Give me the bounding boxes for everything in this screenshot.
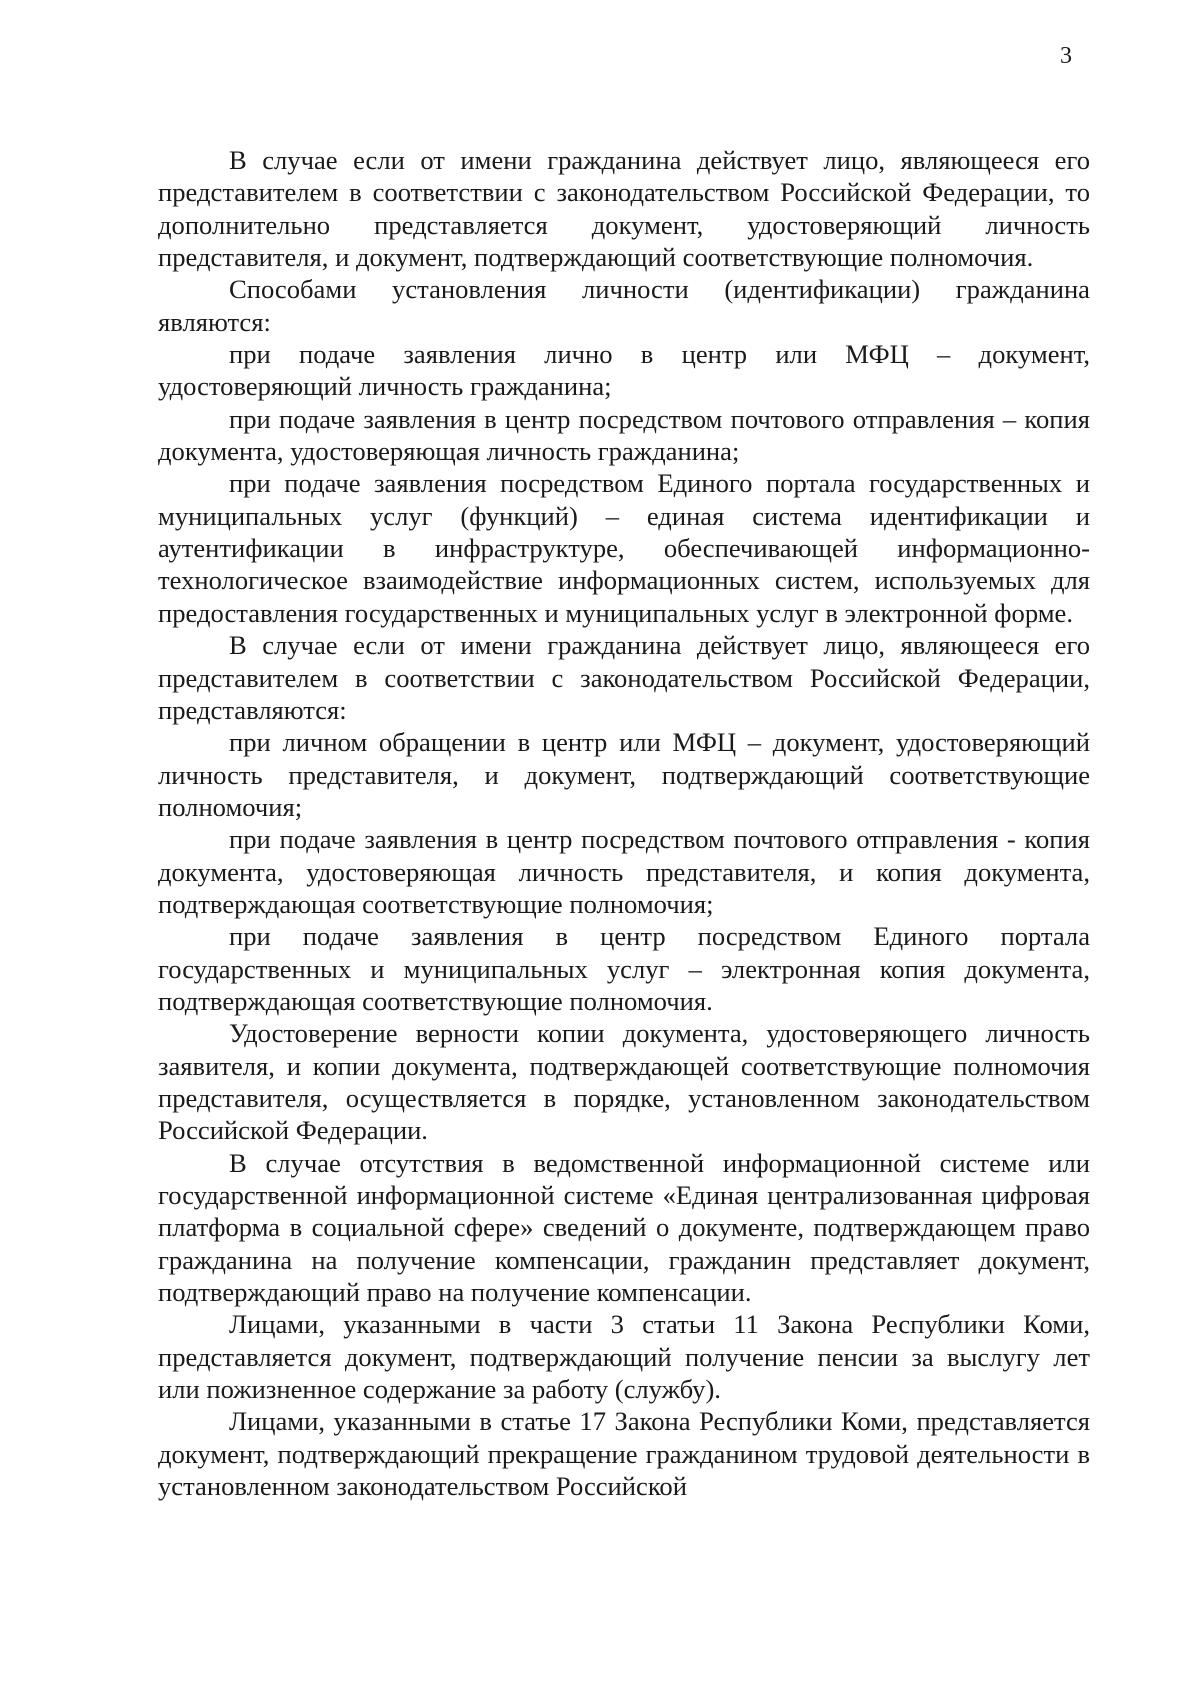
paragraph-representative-in-person: при личном обращении в центр или МФЦ – документ, удостоверяющий личность представителя, и документ, подтверждающий соответствующие полномочия; bbox=[158, 727, 1090, 822]
paragraph-representative-documents: В случае если от имени гражданина действует лицо, являющееся его представителем в соответствии с законодательством Российской Федерации, то дополнительно представляется документ, удостоверяющий личность представителя, и документ, подтверждающий соответствующие полномочия. bbox=[158, 145, 1090, 273]
paragraph-portal-submission: при подаче заявления посредством Единого портала государственных и муниципальных услуг (функций) – единая система идентификации и аутентификации в инфраструктуре, обеспечивающей информационно-технологическое взаимодействие информационных систем, используемых для предоставления государственных и муниципальных услуг в электронной форме. bbox=[158, 468, 1090, 628]
paragraph-postal-submission: при подаче заявления в центр посредством почтового отправления – копия документа, удостоверяющая личность гражданина; bbox=[158, 403, 1090, 467]
paragraph-article-17-persons: Лицами, указанными в статье 17 Закона Республики Коми, представляется документ, подтверждающий прекращение гражданином трудовой деятельности в установленном законодательством Российской bbox=[158, 1406, 1090, 1502]
paragraph-identification-methods: Способами установления личности (идентификации) гражданина являются: bbox=[158, 274, 1090, 337]
paragraph-copy-certification: Удостоверение верности копии документа, удостоверяющего личность заявителя, и копии документа, подтверждающей соответствующие полномочия представителя, осуществляется в порядке, установленном законодательством Российской Федерации. bbox=[158, 1018, 1090, 1146]
paragraph-in-person-submission: при подаче заявления лично в центр или МФЦ – документ, удостоверяющий личность гражданина; bbox=[158, 339, 1090, 402]
paragraph-representative-provides: В случае если от имени гражданина действует лицо, являющееся его представителем в соответствии с законодательством Российской Федерации, представляются: bbox=[158, 630, 1090, 725]
document-body bbox=[158, 144, 1090, 1502]
page-number: 3 bbox=[1060, 43, 1072, 69]
paragraph-article-11-persons: Лицами, указанными в части 3 статьи 11 Закона Республики Коми, представляется документ, подтверждающий получение пенсии за выслугу лет или пожизненное содержание за работу (службу). bbox=[158, 1309, 1090, 1405]
paragraph-representative-portal: при подаче заявления в центр посредством Единого портала государственных и муниципальных услуг – электронная копия документа, подтверждающая соответствующие полномочия. bbox=[158, 921, 1090, 1016]
paragraph-representative-postal: при подаче заявления в центр посредством почтового отправления - копия документа, удостоверяющая личность представителя, и копия документа, подтверждающая соответствующие полномочия; bbox=[158, 824, 1090, 919]
paragraph-missing-information: В случае отсутствия в ведомственной информационной системе или государственной информационной системе «Единая централизованная цифровая платформа в социальной сфере» сведений о документе, подтверждающем право гражданина на получение компенсации, гражданин представляет документ, подтверждающий право на получение компенсации. bbox=[158, 1147, 1090, 1308]
